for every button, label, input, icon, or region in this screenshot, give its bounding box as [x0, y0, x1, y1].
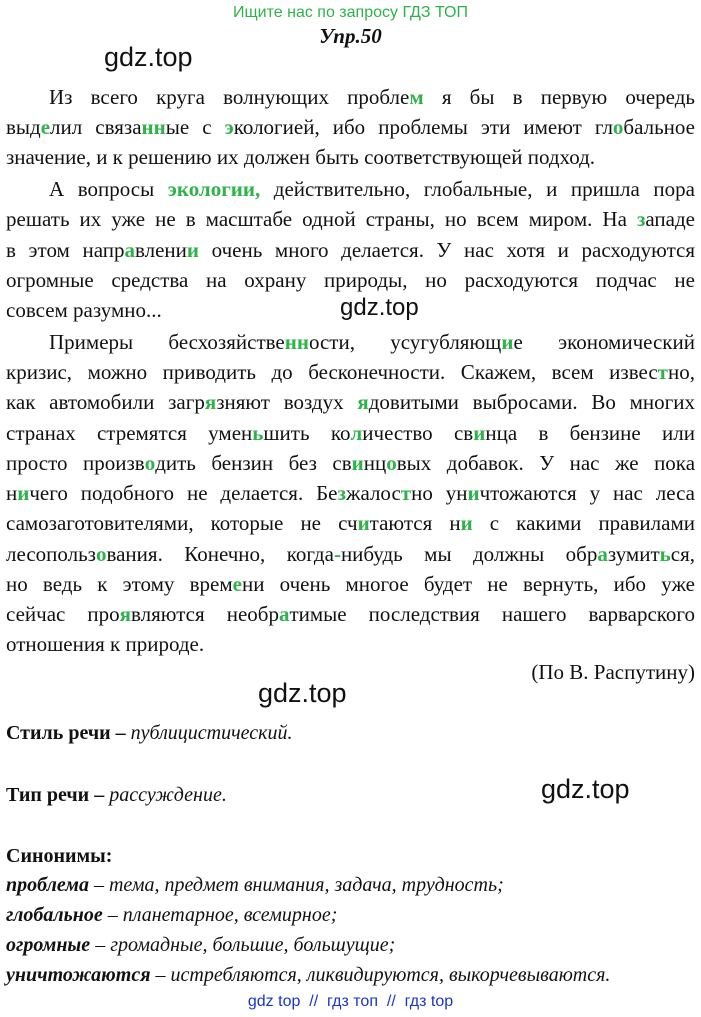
synonyms-heading: Синонимы:	[6, 845, 113, 867]
watermark: gdz.top	[258, 678, 347, 708]
watermark: gdz.top	[541, 774, 630, 804]
text-line: сейчас проявляются необратимые последствия нашего варварского	[6, 602, 696, 626]
text-line: просто производить бензин без свинцовых добавок. У нас же пока	[6, 451, 696, 475]
speech-type: Тип речи – рассуждение.	[6, 784, 227, 806]
text-line: А вопросы экологии, действительно, глобальные, и пришла пора	[49, 177, 695, 201]
text-line: самозаготовителями, которые не считаются ни с какими правилами	[6, 511, 695, 535]
text-line: странах стремятся уменьшить количество свинца в бензине или	[6, 421, 695, 445]
text-line: лесопользования. Конечно, когда-нибудь мы должны образумиться,	[6, 542, 695, 566]
text-line: кризис, можно приводить до бесконечности. Скажем, всем известно,	[6, 360, 695, 384]
watermark: gdz.top	[104, 42, 193, 72]
text-line: совсем разумно...	[6, 298, 162, 322]
synonym-line: глобальное – планетарное, всемирное;	[6, 904, 338, 926]
text-line: ничего подобного не делается. Безжалостно уничтожаются у нас леса	[6, 481, 695, 505]
top-banner: Ищите нас по запросу ГДЗ ТОП	[233, 4, 468, 21]
text-line: выделил связанные с экологией, ибо проблемы эти имеют глобальное	[6, 115, 695, 139]
text-line: в этом направлении очень много делается. У нас хотя и расходуются	[6, 238, 695, 262]
text-line: огромные средства на охрану природы, но расходуются подчас не	[6, 268, 695, 292]
text-line: Из всего круга волнующих проблем я бы в первую очередь	[49, 85, 695, 109]
text-line: решать их уже не в масштабе одной страны, но всем миром. На западе	[6, 207, 695, 231]
text-line: Примеры бесхозяйственности, усугубляющие экономический	[49, 330, 695, 354]
synonym-line: уничтожаются – истребляются, ликвидируются, выкорчевываются.	[6, 964, 611, 986]
text-line: отношения к природе.	[6, 632, 205, 656]
footer-links: gdz top // гдз топ // гдз top	[247, 993, 454, 1010]
exercise-title: Упр.50	[319, 24, 382, 48]
text-line: значение, и к решению их должен быть соответствующей подход.	[6, 145, 596, 169]
watermark: gdz.top	[340, 294, 419, 321]
synonym-line: проблема – тема, предмет внимания, задача, трудность;	[6, 874, 504, 896]
text-line: но ведь к этому времени очень многое будет не вернуть, ибо уже	[6, 572, 695, 596]
text-line: как автомобили загрязняют воздух ядовитыми выбросами. Во многих	[6, 390, 695, 414]
synonym-line: огромные – громадные, большие, большущие;	[6, 934, 396, 956]
citation: (По В. Распутину)	[531, 660, 695, 684]
speech-style: Стиль речи – публицистический.	[6, 722, 293, 744]
